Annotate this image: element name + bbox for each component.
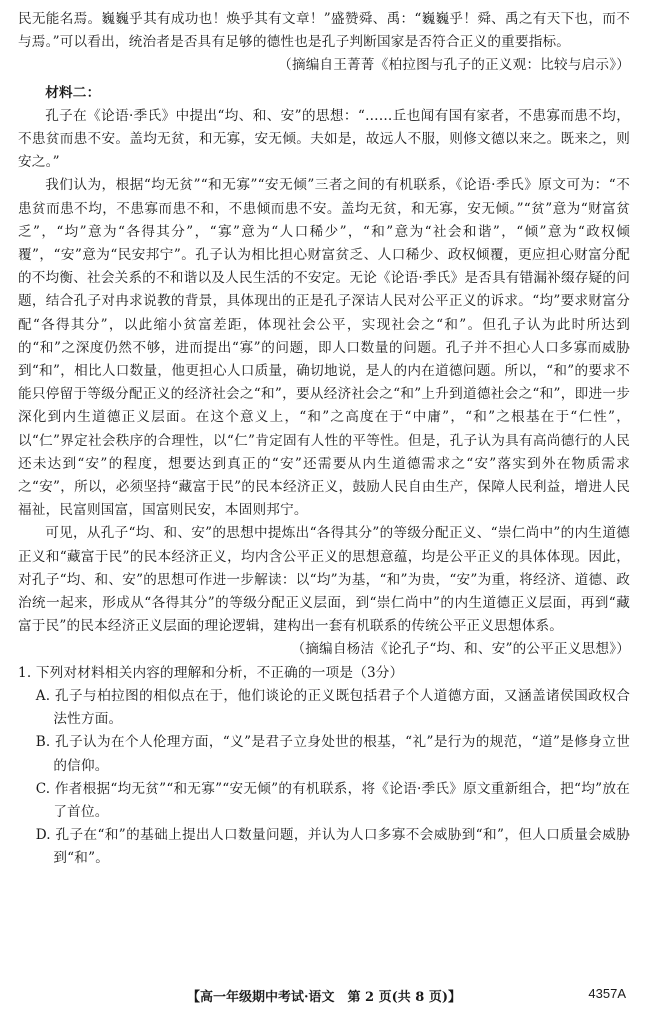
page-footer: [0, 986, 648, 1008]
source-citation-1: （摘编自王菁菁《柏拉图与孔子的正义观：比较与启示》）: [278, 57, 630, 74]
material-2-paragraph-1: 孔子在《论语·季氏》中提出“均、和、安”的思想：“……丘也闻有国有家者，不患寡而患不均，不患贫而患不安。盖均无贫，和无寡，安无倾。夫如是，故远人不服，则修文德以来之。既来之，则安之。”: [18, 107, 630, 171]
passage-continuation: 民无能名焉。巍巍乎其有成功也！焕乎其有文章！”盛赞舜、禹：“巍巍乎！舜、禹之有天下也，而不与焉。”可以看出，统治者是否具有足够的德性也是孔子判断国家是否符合正义的重要指标。: [18, 11, 630, 51]
option-c: C. 作者根据“均无贫”“和无寡”“安无倾”的有机联系，将《论语·季氏》原文重新组合，把“均”放在了首位。: [35, 780, 630, 820]
material-2-paragraph-2: 我们认为，根据“均无贫”“和无寡”“安无倾”三者之间的有机联系，《论语·季氏》原文可为：“不患贫而患不均，不患寡而患不和，不患倾而患不安。盖均无贫，和无寡，安无倾。”“贫”意为“财富贫乏”，“均”意为“各得其分”，“寡”意为“人口稀少”，“和”意为“社会和谐”，“倾”意为“政权倾覆”，“安”意为“民安邦宁”。孔子认为相比担心财富贫乏、人口稀少、政权倾覆，更应担心财富分配的不均衡、社会关系的不和谐以及人民生活的不安定。无论《论语·季氏》是否具有错漏补缀存疑的问题，结合孔子对冉求说教的背景，具体现出的正是孔子深诘人民对公平正义的诉求。“均”要求财富分配“各得其分”，以此缩小贫富差距，体现社会公平，实现社会之“和”。但孔子认为此时所达到的“和”之深度仍然不够，进而提出“寡”的问题，即人口数量的问题。孔子并不担心人口多寡而威胁到“和”，相比人口数量，他更担心人口质量，确切地说，是人的内在道德问题。所以，“和”的要求不能只停留于等级分配正义的经济社会之“和”，要从经济社会之“和”上升到道德社会之“和”，即进一步深化到内生道德正义层面。在这个意义上，“和”之高度在于“中庸”，“和”之根基在于“仁性”，以“仁”界定社会秩序的合理性，以“仁”肯定固有人性的平等性。但是，孔子认为具有高尚德行的人民还未达到“安”的程度，想要达到真正的“安”还需要从内生道德需求之“安”落实到外在物质需求之“安”，所以，必须坚持“藏富于民”的民本经济正义，鼓励人民自由生产，保障人民利益，增进人民福祉，民富则国富，国富则民安，本固则邦宁。: [18, 177, 630, 519]
option-b: B. 孔子认为在个人伦理方面，“义”是君子立身处世的根基，“礼”是行为的规范，“道”是修身立世的信仰。: [35, 734, 630, 774]
option-a: A. 孔子与柏拉图的相似点在于，他们谈论的正义既包括君子个人道德方面，又涵盖诸侯国政权合法性方面。: [35, 687, 630, 728]
option-d: D. 孔子在“和”的基础上提出人口数量问题，并认为人口多寡不会威胁到“和”，但人口质量会威胁到“和”。: [35, 827, 630, 867]
passage-area: [18, 8, 630, 871]
material-2-heading: 材料二：: [45, 84, 101, 101]
question-stem: 1. 下列对材料相关内容的理解和分析，不正确的一项是（3分）: [18, 664, 404, 681]
footer-code: 4357A: [588, 986, 626, 1001]
material-2-paragraph-3: 可见，从孔子“均、和、安”的思想中提炼出“各得其分”的等级分配正义、“崇仁尚中”的内生道德正义和“藏富于民”的民本经济正义，均内含公平正义的思想意蕴，均是公平正义的具体体现。因此，对孔子“均、和、安”的思想可作进一步解读：以“均”为基，“和”为贵，“安”为重，将经济、道德、政治统一起来，形成从“各得其分”的等级分配正义层面，到“崇仁尚中”的内生道德正义层面，再到“藏富于民”的民本经济正义层面的理论逻辑，建构出一套有机联系的传统公平正义思想体系。: [18, 525, 630, 635]
question-1: [18, 662, 630, 871]
footer-title: 【高一年级期中考试·语文 第 2 页(共 8 页)】: [186, 990, 462, 1005]
source-citation-2: （摘编自杨洁《论孔子“均、和、安”的公平正义思想》）: [291, 641, 630, 658]
